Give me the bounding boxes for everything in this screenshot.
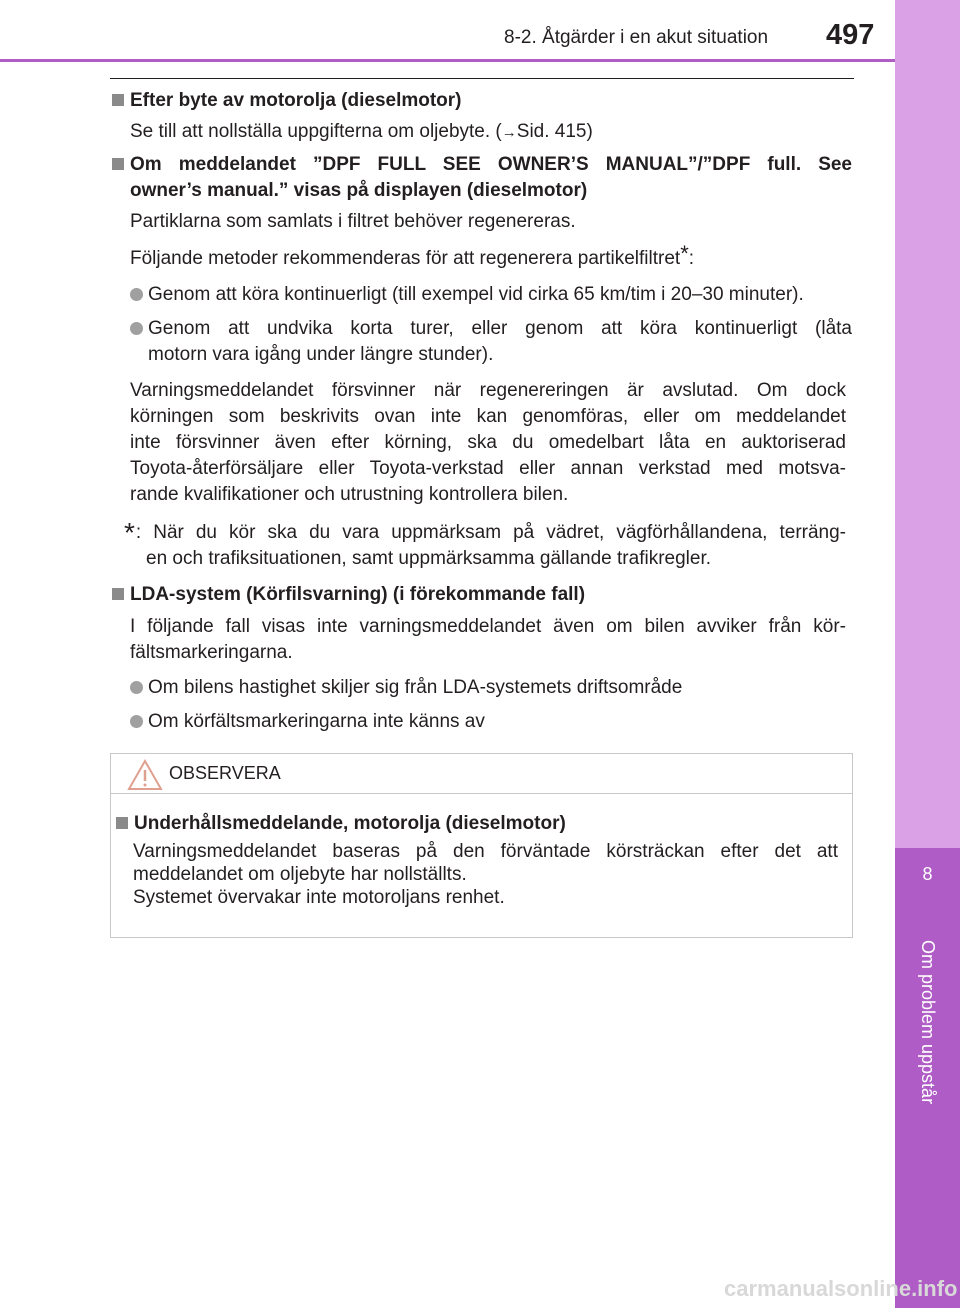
- notice-label: OBSERVERA: [169, 763, 281, 783]
- lda-paragraph: I följande fall visas inte varningsmeddelandet även om bilen avviker från kör- fältsmarkeringarna.: [130, 616, 846, 663]
- page-number: 497: [826, 19, 875, 51]
- round-bullet-icon: [130, 715, 143, 728]
- header-divider: [0, 59, 895, 62]
- round-bullet-icon: [130, 322, 143, 335]
- oil-reset-text: Se till att nollställa uppgifterna om oljebyte. (→Sid. 415): [130, 121, 593, 142]
- notice-box: [110, 753, 853, 938]
- dpf-paragraph-2: Följande metoder rekommenderas för att regenerera partikelfiltret*:: [130, 241, 695, 269]
- notice-divider: [111, 793, 852, 794]
- footnote-marker: *: [680, 241, 689, 266]
- watermark: carmanualsonline.info: [724, 1276, 958, 1301]
- footnote: *: När du kör ska du vara uppmärksam på vädret, vägförhållandena, terräng- en och trafiksituationen, samt uppmärksamma gällande trafikregler.: [124, 517, 846, 569]
- dpf-paragraph-3: Varningsmeddelandet försvinner när regenereringen är avslutad. Om dock körningen som beskrivits ovan inte kan genomföras, eller om meddelandet inte försvinner även efter körning, ska du omedelbart låta en auktoriserad Toyota-återförsäljare eller Toyota-verkstad eller annan verkstad med motsva- rande kvalifikationer och utrustning kontrollera bilen.: [130, 380, 846, 505]
- side-tab-upper: [895, 0, 960, 848]
- chapter-number: 8: [922, 864, 933, 884]
- page-reference-link[interactable]: Sid. 415): [516, 121, 593, 142]
- section-heading-lda: LDA-system (Körfilsvarning) (i förekommande fall): [112, 582, 585, 608]
- lda-bullet-1: Om bilens hastighet skiljer sig från LDA-systemets driftsområde: [130, 675, 682, 701]
- section-heading-dpf: Om meddelandet ”DPF FULL SEE OWNER’S MANUAL”/”DPF full. See owner’s manual.” visas på displayen (dieselmotor): [112, 152, 852, 204]
- dpf-paragraph-1: Partiklarna som samlats i filtret behöver regenereras.: [130, 211, 576, 232]
- round-bullet-icon: [130, 681, 143, 694]
- square-bullet-icon: [112, 94, 124, 106]
- lda-bullet-2: Om körfältsmarkeringarna inte känns av: [130, 709, 485, 735]
- notice-text: Varningsmeddelandet baseras på den förväntade körsträckan efter det att meddelandet om oljebyte har nollställts. Systemet övervakar inte motoroljans renhet.: [133, 841, 838, 908]
- arrow-right-icon: →: [501, 124, 517, 141]
- round-bullet-icon: [130, 288, 143, 301]
- dpf-bullet-2: Genom att undvika korta turer, eller genom att köra kontinuerligt (låta motorn vara igång under längre stunder).: [130, 316, 852, 368]
- section-heading-oil-change: Efter byte av motorolja (dieselmotor): [112, 88, 462, 114]
- square-bullet-icon: [116, 817, 128, 829]
- dpf-bullet-1: Genom att köra kontinuerligt (till exempel vid cirka 65 km/tim i 20–30 minuter).: [130, 282, 804, 308]
- footnote-star: *: [124, 517, 135, 548]
- content-rule: [110, 78, 854, 79]
- section-title: 8-2. Åtgärder i en akut situation: [504, 27, 769, 48]
- square-bullet-icon: [112, 588, 124, 600]
- chapter-title: Om problem uppstår: [918, 940, 938, 1105]
- warning-triangle-icon: [127, 759, 163, 791]
- notice-heading: Underhållsmeddelande, motorolja (dieselmotor): [116, 813, 566, 835]
- square-bullet-icon: [112, 158, 124, 170]
